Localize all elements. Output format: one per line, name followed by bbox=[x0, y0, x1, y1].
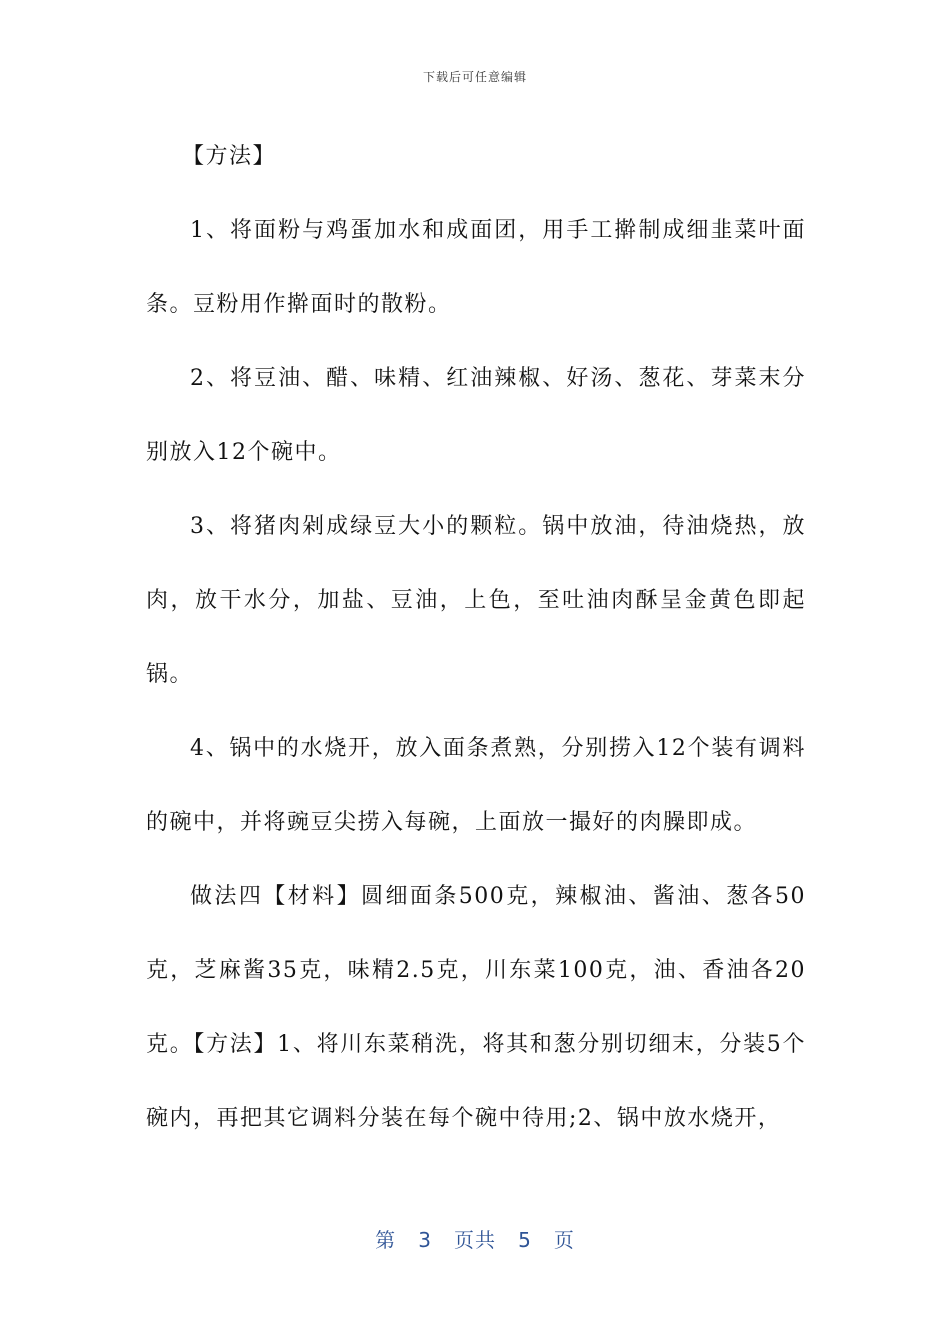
page-label-prefix: 第 bbox=[375, 1228, 397, 1252]
total-pages-number: 5 bbox=[518, 1228, 532, 1252]
current-page-number: 3 bbox=[418, 1228, 432, 1252]
step-3-paragraph: 3、将猪肉剁成绿豆大小的颗粒。锅中放油，待油烧热，放肉，放干水分，加盐、豆油，上色，至吐油肉酥呈金黄色即起锅。 bbox=[146, 514, 806, 687]
page-label-suffix: 页 bbox=[553, 1228, 575, 1252]
page-footer bbox=[0, 1224, 950, 1253]
document-body bbox=[146, 120, 806, 1156]
page-label-mid: 页共 bbox=[454, 1228, 496, 1252]
step-2-paragraph: 2、将豆油、醋、味精、红油辣椒、好汤、葱花、芽菜末分别放入12个碗中。 bbox=[146, 366, 806, 465]
header-note: 下载后可任意编辑 bbox=[422, 70, 527, 84]
method-four-paragraph: 做法四【材料】圆细面条500克，辣椒油、酱油、葱各50克，芝麻酱35克，味精2.5克，川东菜100克，油、香油各20克。【方法】1、将川东菜稍洗，将其和葱分别切细末，分装5个碗内，再把其它调料分装在每个碗中待用;2、锅中放水烧开， bbox=[146, 884, 806, 1131]
step-4-paragraph: 4、锅中的水烧开，放入面条煮熟，分别捞入12个装有调料的碗中，并将豌豆尖捞入每碗，上面放一撮好的肉臊即成。 bbox=[146, 736, 806, 835]
method-heading: 【方法】 bbox=[182, 144, 277, 169]
step-1-paragraph: 1、将面粉与鸡蛋加水和成面团，用手工擀制成细韭菜叶面条。豆粉用作擀面时的散粉。 bbox=[146, 218, 806, 317]
